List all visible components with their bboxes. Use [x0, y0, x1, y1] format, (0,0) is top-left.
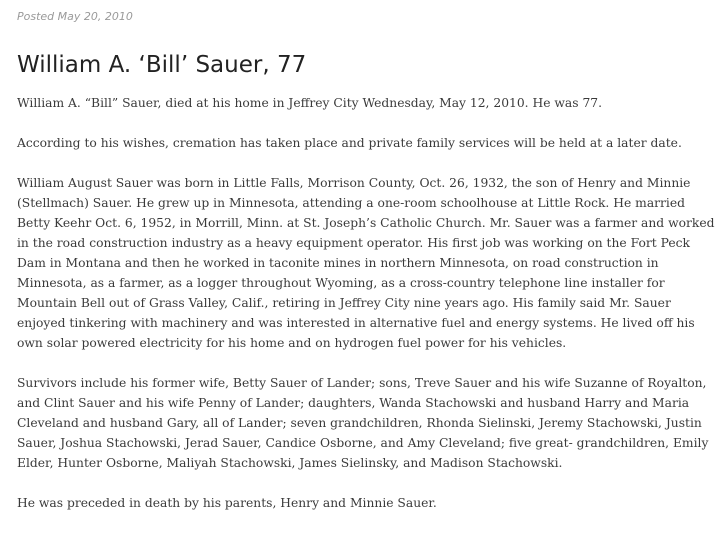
paragraph-survivors: Survivors include his former wife, Betty Sauer of Lander; sons, Treve Sauer and his wife Suzanne of Royalton, and Clint Sauer and his wife Penny of Lander; daughters, Wanda Stachowski and husband Harry and Maria Cleveland and husband Gary, all of Lander; seven grandchildren, Rhonda Sielinski, Jeremy Stachowski, Justin Sauer, Joshua Stachowski, Jerad Sauer, Candice Osborne, and Amy Cleveland; five great- grandchildren, Emily Elder, Hunter Osborne, Maliyah Stachowski, James Sielinsky, and Madison Stachowski.: [17, 376, 709, 470]
posted-date: Posted May 20, 2010: [17, 10, 133, 23]
article-title: William A. ‘Bill’ Sauer, 77: [17, 52, 307, 78]
article-body: [17, 93, 717, 533]
paragraph-services: According to his wishes, cremation has taken place and private family services will be held at a later date.: [17, 136, 682, 150]
paragraph-death-notice: William A. “Bill” Sauer, died at his home in Jeffrey City Wednesday, May 12, 2010. He was 77.: [17, 96, 603, 110]
paragraph-preceded: He was preceded in death by his parents, Henry and Minnie Sauer.: [17, 496, 437, 510]
paragraph-biography: William August Sauer was born in Little Falls, Morrison County, Oct. 26, 1932, the son of Henry and Minnie (Stellmach) Sauer. He grew up in Minnesota, attending a one-room schoolhouse at Little Rock. He married Betty Keehr Oct. 6, 1952, in Morrill, Minn. at St. Joseph’s Catholic Church. Mr. Sauer was a farmer and worked in the road construction industry as a heavy equipment operator. His first job was working on the Fort Peck Dam in Montana and then he worked in taconite mines in northern Minnesota, on road construction in Minnesota, as a farmer, as a logger throughout Wyoming, as a cross-country telephone line installer for Mountain Bell out of Grass Valley, Calif., retiring in Jeffrey City nine years ago. His family said Mr. Sauer enjoyed tinkering with machinery and was interested in alternative fuel and energy systems. He lived off his own solar powered electricity for his home and on hydrogen fuel power for his vehicles.: [17, 176, 715, 350]
